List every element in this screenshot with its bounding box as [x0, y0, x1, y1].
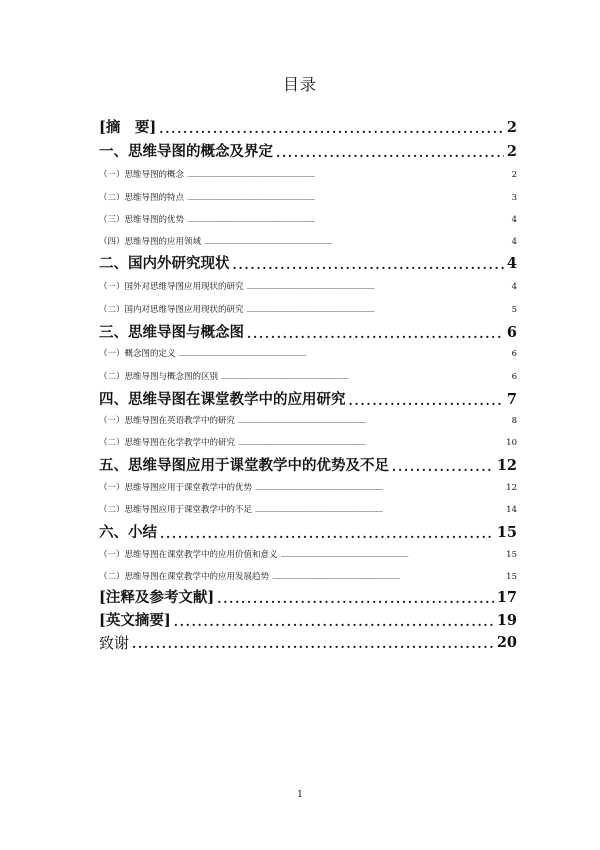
toc-entry-label: 三、思维导图与概念图 — [99, 323, 247, 343]
toc-entry-section-6-1[interactable] — [99, 549, 517, 561]
dot-leader — [221, 373, 509, 383]
toc-entry-section-1-2[interactable] — [99, 192, 517, 204]
toc-entry-label: 一、思维导图的概念及界定 — [99, 142, 276, 162]
toc-entry-label: （二）思维导图在化学教学中的研究 — [99, 437, 238, 449]
toc-entry-abstract[interactable] — [99, 118, 517, 138]
dot-leader — [174, 613, 494, 631]
footer-page-number: 1 — [297, 790, 303, 800]
toc-entry-page: 12 — [494, 456, 517, 476]
toc-entry-page: 17 — [494, 588, 517, 608]
toc-entry-label: （二）思维导图应用于课堂教学中的不足 — [99, 504, 255, 516]
toc-entry-label: （三）思维导图的优势 — [99, 214, 187, 226]
dot-leader — [132, 635, 494, 653]
toc-entry-page: 8 — [509, 415, 517, 427]
toc-entry-page: 4 — [509, 236, 517, 248]
toc-entry-page: 6 — [509, 371, 517, 383]
toc-entry-page: 4 — [509, 214, 517, 226]
toc-entry-label: 二、国内外研究现状 — [99, 254, 233, 274]
dot-leader — [204, 238, 509, 248]
dot-leader — [255, 484, 503, 494]
toc-entry-page: 10 — [503, 437, 517, 449]
toc-entry-page: 5 — [509, 304, 517, 316]
toc-entry-chapter-2[interactable] — [99, 254, 517, 274]
toc-entry-chapter-3[interactable] — [99, 323, 517, 343]
toc-entry-chapter-1[interactable] — [99, 142, 517, 162]
dot-leader — [187, 194, 509, 204]
toc-entry-label: （一）思维导图的概念 — [99, 169, 187, 181]
toc-entry-section-5-1[interactable] — [99, 482, 517, 494]
dot-leader — [187, 171, 509, 181]
toc-entry-section-3-1[interactable] — [99, 348, 517, 360]
toc-entry-section-4-2[interactable] — [99, 437, 517, 449]
toc-entry-label: （二）思维导图的特点 — [99, 192, 187, 204]
dot-leader — [281, 551, 504, 561]
toc-entry-section-1-3[interactable] — [99, 214, 517, 226]
toc-entry-page: 20 — [494, 633, 517, 653]
dot-leader — [187, 216, 509, 226]
dot-leader — [233, 256, 504, 274]
dot-leader — [349, 392, 504, 410]
toc-entry-section-1-4[interactable] — [99, 236, 517, 248]
dot-leader — [160, 525, 494, 543]
toc-entry-label: （二）国内对思维导图应用现状的研究 — [99, 304, 247, 316]
toc-entry-label: （二）思维导图在课堂教学中的应用发展趋势 — [99, 571, 272, 583]
toc-entry-page: 6 — [509, 348, 517, 360]
toc-entry-label: （一）思维导图在课堂教学中的应用价值和意义 — [99, 549, 281, 561]
dot-leader — [276, 144, 504, 162]
page-title: 目录 — [282, 75, 317, 94]
toc-entry-references[interactable] — [99, 588, 517, 608]
dot-leader — [217, 590, 494, 608]
toc-entry-label: [注释及参考文献] — [99, 588, 217, 608]
toc-entry-section-5-2[interactable] — [99, 504, 517, 516]
dot-leader — [247, 283, 509, 293]
toc-entry-label: 四、思维导图在课堂教学中的应用研究 — [99, 390, 349, 410]
dot-leader — [392, 458, 494, 476]
toc-entry-page: 15 — [503, 571, 517, 583]
dot-leader — [247, 325, 504, 343]
toc-entry-page: 2 — [504, 118, 517, 138]
toc-entry-label: [英文摘要] — [99, 611, 174, 631]
toc-entry-page: 4 — [509, 281, 517, 293]
toc-entry-section-2-1[interactable] — [99, 281, 517, 293]
dot-leader — [255, 506, 503, 516]
toc-entry-english-abstract[interactable] — [99, 611, 517, 631]
dot-leader — [272, 573, 503, 583]
toc-entry-page: 12 — [503, 482, 517, 494]
toc-entry-page: 3 — [509, 192, 517, 204]
toc-entry-page: 6 — [504, 323, 517, 343]
toc-entry-label: [摘 要] — [99, 118, 159, 138]
toc-entry-label: 六、小结 — [99, 523, 160, 543]
toc-entry-label: （一）思维导图在英语教学中的研究 — [99, 415, 238, 427]
dot-leader — [238, 417, 509, 427]
toc-entry-acknowledgements[interactable] — [99, 633, 517, 653]
toc-entry-label: （一）概念图的定义 — [99, 348, 179, 360]
toc-entry-label: 致谢 — [99, 633, 132, 653]
toc-entry-page: 14 — [503, 504, 517, 516]
toc-entry-section-4-1[interactable] — [99, 415, 517, 427]
toc-entry-page: 7 — [504, 390, 517, 410]
toc-entry-section-6-2[interactable] — [99, 571, 517, 583]
toc-entry-label: （四）思维导图的应用领域 — [99, 236, 204, 248]
toc-entry-page: 4 — [504, 254, 517, 274]
toc-entry-page: 2 — [504, 142, 517, 162]
toc-entry-label: （二）思维导图与概念图的区别 — [99, 371, 221, 383]
dot-leader — [238, 439, 503, 449]
dot-leader — [159, 120, 504, 138]
dot-leader — [247, 306, 509, 316]
toc-entry-page: 15 — [494, 523, 517, 543]
toc-entry-section-3-2[interactable] — [99, 371, 517, 383]
toc-entry-page: 2 — [509, 169, 517, 181]
toc-entry-chapter-6[interactable] — [99, 523, 517, 543]
toc-entry-page: 15 — [503, 549, 517, 561]
toc-entry-chapter-4[interactable] — [99, 390, 517, 410]
toc-entry-page: 19 — [494, 611, 517, 631]
toc-entry-label: 五、思维导图应用于课堂教学中的优势及不足 — [99, 456, 392, 476]
toc-entry-label: （一）思维导图应用于课堂教学中的优势 — [99, 482, 255, 494]
toc-entry-chapter-5[interactable] — [99, 456, 517, 476]
toc-entry-section-1-1[interactable] — [99, 169, 517, 181]
toc-entry-label: （一）国外对思维导图应用现状的研究 — [99, 281, 247, 293]
dot-leader — [179, 350, 509, 360]
toc-entry-section-2-2[interactable] — [99, 304, 517, 316]
